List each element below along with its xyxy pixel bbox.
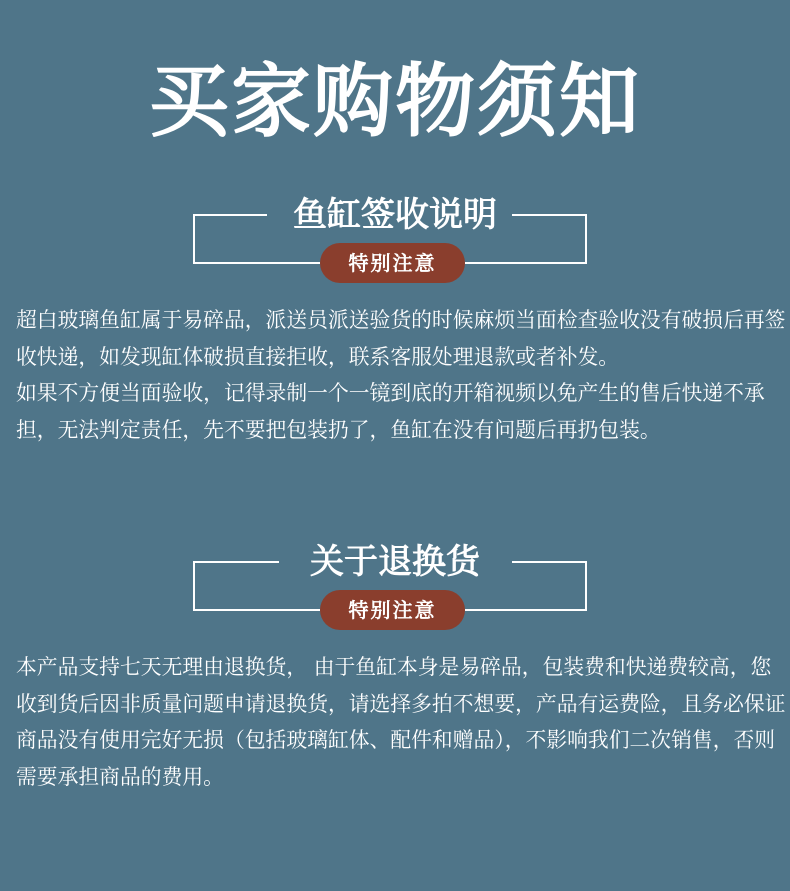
paragraph: 本产品支持七天无理由退换货， 由于鱼缸本身是易碎品，包装费和快递费较高，您收到货后因非质量问题申请退换货，请选择多拍不想要，产品有运费险，且务必保证商品没有使用完好无损（包括玻璃缸体、配件和赠品），不影响我们二次销售，否则需要承担商品的费用。 — [16, 655, 786, 789]
frame-line-right-bottom — [465, 609, 587, 611]
section-body-returns — [16, 649, 786, 795]
section-heading: 鱼缸签收说明 — [293, 195, 497, 235]
special-notice-badge: 特别注意 — [320, 590, 465, 630]
page-title: 买家购物须知 — [149, 55, 641, 148]
frame-line-right-bottom — [465, 262, 587, 264]
section-header-signing — [0, 192, 790, 292]
section-body-signing — [16, 302, 786, 448]
section-heading: 关于退换货 — [310, 542, 480, 582]
frame-line-left-bottom — [193, 262, 320, 264]
frame-line-left-bottom — [193, 609, 320, 611]
special-notice-badge: 特别注意 — [320, 243, 465, 283]
paragraph: 如果不方便当面验收，记得录制一个一镜到底的开箱视频以免产生的售后快递不承担，无法判定责任，先不要把包装扔了，鱼缸在没有问题后再扔包装。 — [16, 381, 765, 442]
section-header-returns — [0, 539, 790, 639]
paragraph: 超白玻璃鱼缸属于易碎品，派送员派送验货的时候麻烦当面检查验收没有破损后再签收快递，如发现缸体破损直接拒收，联系客服处理退款或者补发。 — [16, 308, 786, 369]
